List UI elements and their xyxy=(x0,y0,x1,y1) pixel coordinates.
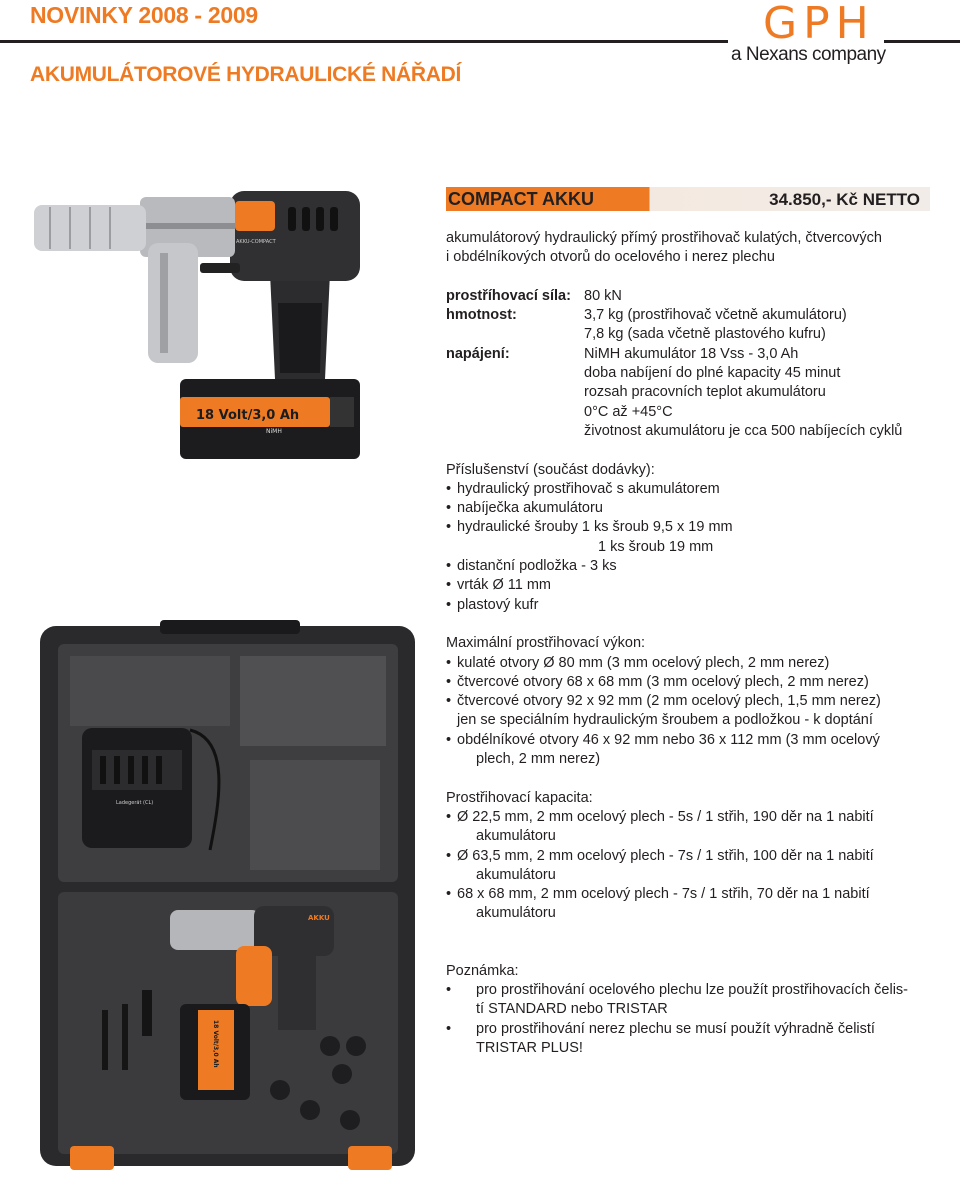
gph-logo: GPH xyxy=(763,0,875,49)
accessory-item-continuation: 1 ks šroub 19 mm xyxy=(598,539,714,555)
battery-label: 18 Volt/3,0 Ah xyxy=(196,408,300,423)
bullet-icon: • xyxy=(446,558,452,574)
note-item-continuation: TRISTAR PLUS! xyxy=(476,1040,583,1056)
bullet-icon: • xyxy=(446,848,452,864)
spec-power-value-1: NiMH akumulátor 18 Vss - 3,0 Ah xyxy=(584,346,799,362)
bullet-icon: • xyxy=(446,809,452,825)
header-rule-left xyxy=(0,40,728,43)
capacity-item: Ø 22,5 mm, 2 mm ocelový plech - 5s / 1 střih, 190 děr na 1 nabití xyxy=(457,809,874,825)
accessory-item: plastový kufr xyxy=(457,597,539,613)
capacity-item: Ø 63,5 mm, 2 mm ocelový plech - 7s / 1 střih, 100 děr na 1 nabití xyxy=(457,848,874,864)
bullet-icon: • xyxy=(446,597,452,613)
max-output-item-continuation: jen se speciálním hydraulickým šroubem a podložkou - k doptání xyxy=(457,712,873,728)
note-heading: Poznámka: xyxy=(446,963,519,979)
accessory-item: hydraulické šrouby 1 ks šroub 9,5 x 19 mm xyxy=(457,519,733,535)
product-photo-tool xyxy=(30,183,370,463)
header-rule-right xyxy=(884,40,960,43)
max-output-item: obdélníkové otvory 46 x 92 mm nebo 36 x 112 mm (3 mm ocelový xyxy=(457,732,880,748)
capacity-item-continuation: akumulátoru xyxy=(476,867,556,883)
bullet-icon: • xyxy=(446,732,452,748)
accessories-heading: Příslušenství (součást dodávky): xyxy=(446,462,655,478)
max-output-item: kulaté otvory Ø 80 mm (3 mm ocelový plech, 2 mm nerez) xyxy=(457,655,830,671)
accessory-item: hydraulický prostřihovač s akumulátorem xyxy=(457,481,720,497)
bullet-icon: • xyxy=(446,519,452,535)
bullet-icon: • xyxy=(446,577,452,593)
case-battery-label: 18 Volt/3,0 Ah xyxy=(212,1020,219,1068)
spec-force-label: prostříhovací síla: xyxy=(446,288,571,304)
spec-weight-value-2: 7,8 kg (sada včetně plastového kufru) xyxy=(584,326,826,342)
max-output-item: čtvercové otvory 68 x 68 mm (3 mm ocelový plech, 2 mm nerez) xyxy=(457,674,869,690)
header-line-2: AKUMULÁTOROVÉ HYDRAULICKÉ NÁŘADÍ xyxy=(30,63,462,86)
note-item-continuation: tí STANDARD nebo TRISTAR xyxy=(476,1001,668,1017)
max-output-item: čtvercové otvory 92 x 92 mm (2 mm ocelový plech, 1,5 mm nerez) xyxy=(457,693,881,709)
capacity-item-continuation: akumulátoru xyxy=(476,828,556,844)
bullet-icon: • xyxy=(446,886,452,902)
spec-power-value-2: doba nabíjení do plné kapacity 45 minut xyxy=(584,365,841,381)
capacity-heading: Prostřihovací kapacita: xyxy=(446,790,593,806)
bullet-icon: • xyxy=(446,481,452,497)
product-photo-case xyxy=(30,620,425,1176)
note-item: pro prostřihování nerez plechu se musí použít výhradně čelistí xyxy=(476,1021,875,1037)
tool-badge-label: AKKU-COMPACT xyxy=(236,239,276,245)
product-description-line-1: akumulátorový hydraulický přímý prostřihovač kulatých, čtvercových xyxy=(446,230,882,246)
spec-power-value-3: rozsah pracovních teplot akumulátoru xyxy=(584,384,826,400)
spec-power-value-4: 0°C až +45°C xyxy=(584,404,673,420)
bullet-icon: • xyxy=(446,982,452,998)
product-description-line-2: i obdélníkových otvorů do ocelového i nerez plechu xyxy=(446,249,775,265)
logo-subtitle: a Nexans company xyxy=(731,44,886,65)
bullet-icon: • xyxy=(446,655,452,671)
bullet-icon: • xyxy=(446,674,452,690)
accessory-item: nabíječka akumulátoru xyxy=(457,500,603,516)
bullet-icon: • xyxy=(446,1021,452,1037)
max-output-item-continuation: plech, 2 mm nerez) xyxy=(476,751,601,767)
capacity-item: 68 x 68 mm, 2 mm ocelový plech - 7s / 1 střih, 70 děr na 1 nabití xyxy=(457,886,870,902)
spec-power-label: napájení: xyxy=(446,346,510,362)
header-line-1: NOVINKY 2008 - 2009 xyxy=(30,2,258,28)
spec-weight-label: hmotnost: xyxy=(446,307,517,323)
accessory-item: vrták Ø 11 mm xyxy=(457,577,551,593)
case-tool-label: AKKU xyxy=(308,914,330,922)
capacity-item-continuation: akumulátoru xyxy=(476,905,556,921)
max-output-heading: Maximální prostřihovací výkon: xyxy=(446,635,646,651)
note-item: pro prostřihování ocelového plechu lze použít prostřihovacích čelis- xyxy=(476,982,909,998)
charger-label: Ladegerät (CL) xyxy=(116,800,154,806)
spec-power-value-5: životnost akumulátoru je cca 500 nabíjecích cyklů xyxy=(584,423,903,439)
product-price: 34.850,- Kč NETTO xyxy=(769,190,920,209)
bullet-icon: • xyxy=(446,693,452,709)
spec-force-value: 80 kN xyxy=(584,288,622,304)
accessory-item: distanční podložka - 3 ks xyxy=(457,558,617,574)
bullet-icon: • xyxy=(446,500,452,516)
spec-weight-value-1: 3,7 kg (prostřihovač včetně akumulátoru) xyxy=(584,307,847,323)
product-name: COMPACT AKKU xyxy=(448,189,594,209)
battery-type-label: NiMH xyxy=(266,428,282,435)
